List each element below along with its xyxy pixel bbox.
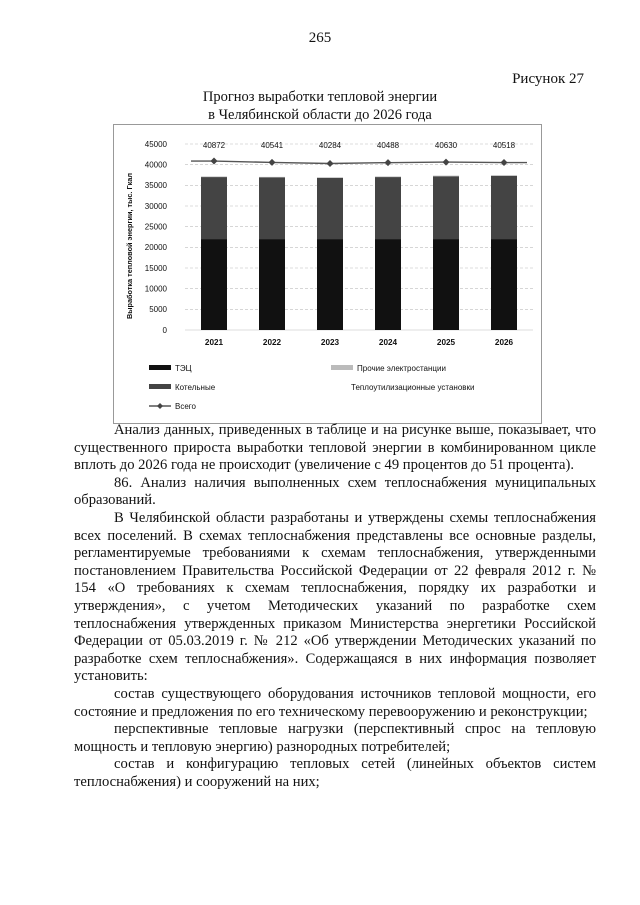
page-number: 265: [308, 30, 332, 46]
legend-label: Прочие электростанции: [357, 364, 446, 373]
y-tick-label: 20000: [144, 243, 167, 253]
chart-title-line-1: Прогноз выработки тепловой энергии: [202, 89, 438, 105]
legend-item: [351, 383, 475, 392]
bar-segment: [201, 176, 227, 177]
data-label: 40541: [260, 141, 284, 150]
y-tick-label: 40000: [144, 160, 167, 170]
data-label: 40284: [318, 141, 342, 150]
legend-label: Теплоутилизационные установки: [351, 383, 475, 392]
y-tick-label: 35000: [144, 181, 167, 191]
bar-segment: [375, 239, 401, 330]
data-label: 40518: [492, 141, 516, 150]
y-axis-label: Выработка тепловой энергии, тыс. Гкал: [125, 173, 134, 319]
y-tick-label: 5000: [149, 305, 167, 315]
bar-segment: [491, 176, 517, 239]
y-tick-label: 10000: [144, 284, 167, 294]
chart-frame: [113, 124, 542, 424]
x-tick-label: 2022: [262, 338, 282, 347]
y-tick-label: 0: [162, 325, 167, 335]
bar-segment: [433, 176, 459, 239]
bar-segment: [433, 176, 459, 177]
bar-segment: [317, 239, 343, 330]
data-label: 40630: [434, 141, 458, 150]
paragraph-loads: перспективные тепловые нагрузки (перспективный спрос на тепловую мощность и тепловую энергию) разнородных потребителей;: [74, 721, 596, 755]
x-tick-label: 2025: [436, 338, 456, 347]
legend-label: Всего: [175, 402, 196, 411]
figure-label: Рисунок 27: [512, 71, 584, 87]
bar-segment: [259, 239, 285, 330]
paragraph-section-86: 86. Анализ наличия выполненных схем теплоснабжения муниципальных образований.: [74, 474, 596, 509]
paragraph-schemes: В Челябинской области разработаны и утверждены схемы теплоснабжения всех поселений. В схемах теплоснабжения представлены все основные разделы, регламентируемые требованиями к схемам теплоснабжения, утвержденными постановлением Правительства Российской Федерации от 22 февраля 2012 г. № 154 «О требованиях к схемам теплоснабжения, порядку их разработки и утверждения», с учетом Методических указаний по разработке схем теплоснабжения утвержденных приказом Министерства энергетики Российской Федерации от 05.03.2019 г. № 212 «Об утверждении Методических указаний по разработке схем теплоснабжения». Содержащаяся в них информация позволяет установить:: [74, 509, 596, 685]
legend-swatch: [149, 384, 171, 389]
chart-title: [0, 88, 640, 124]
legend-label: Котельные: [175, 383, 216, 392]
legend-swatch: [331, 365, 353, 370]
data-label: 40872: [202, 141, 226, 150]
y-tick-label: 15000: [144, 263, 167, 273]
x-tick-label: 2023: [320, 338, 340, 347]
bar-segment: [433, 239, 459, 330]
paragraph-analysis: Анализ данных, приведенных в таблице и на рисунке выше, показывает, что существенного прироста выработки тепловой энергии в комбинированном цикле вплоть до 2026 года не происходит (увеличение с 49 процентов до 51 процента).: [74, 422, 596, 474]
y-tick-label: 25000: [144, 222, 167, 232]
data-label: 40488: [376, 141, 400, 150]
paragraph-networks: состав и конфигурацию тепловых сетей (линейных объектов систем теплоснабжения) и сооружений на них;: [74, 756, 596, 790]
bar-segment: [317, 177, 343, 178]
x-tick-label: 2021: [204, 338, 224, 347]
chart-title-line-2: в Челябинской области до 2026 года: [208, 107, 432, 123]
paragraph-equipment: состав существующего оборудования источников тепловой мощности, его состояние и предложения по его техническому перевооружению и реконструкции;: [74, 685, 596, 720]
bar-segment: [201, 177, 227, 239]
legend-swatch: [149, 365, 171, 370]
bar-segment: [375, 177, 401, 239]
y-tick-label: 45000: [144, 139, 167, 149]
x-tick-label: 2026: [494, 338, 514, 347]
body-text: [74, 422, 596, 791]
bar-segment: [259, 177, 285, 178]
bar-segment: [375, 176, 401, 177]
bar-segment: [259, 177, 285, 239]
bar-segment: [317, 178, 343, 239]
bar-segment: [491, 175, 517, 176]
legend-label: ТЭЦ: [175, 364, 192, 373]
bar-segment: [491, 239, 517, 330]
heat-production-chart: [113, 124, 542, 424]
y-tick-label: 30000: [144, 201, 167, 211]
bar-segment: [201, 239, 227, 330]
x-tick-label: 2024: [378, 338, 398, 347]
